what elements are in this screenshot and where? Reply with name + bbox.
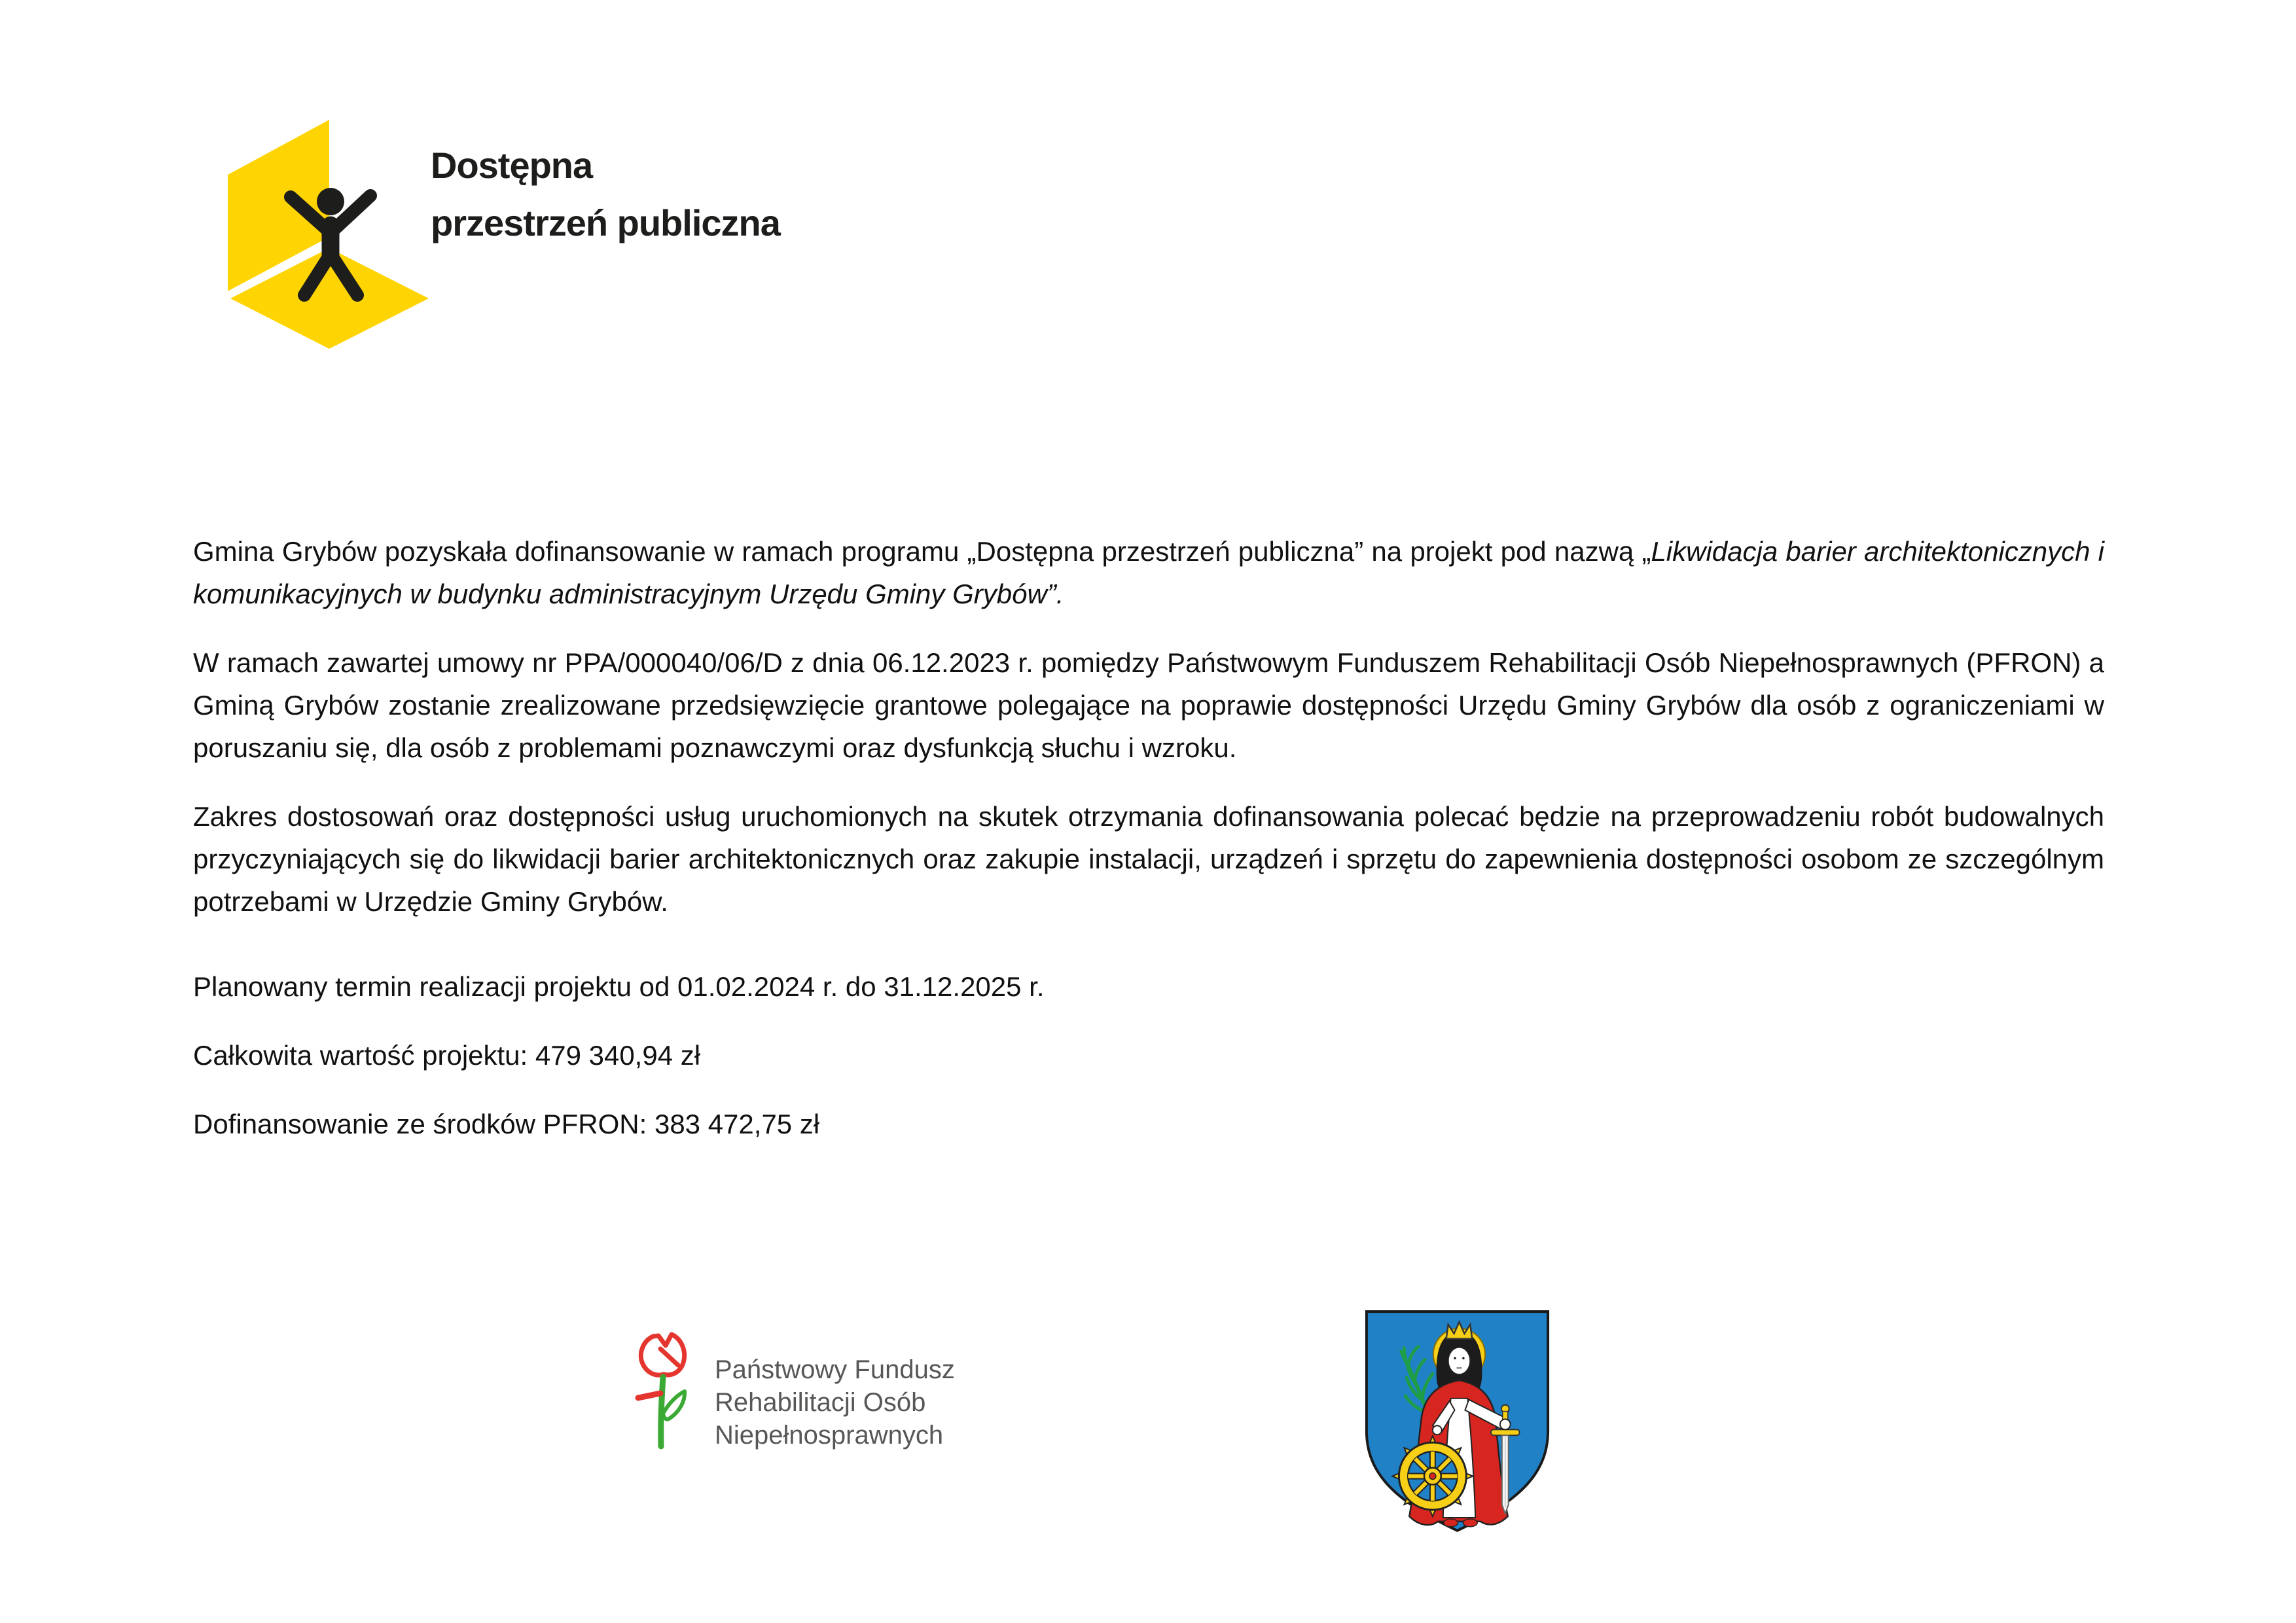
- face: [1448, 1347, 1471, 1375]
- pfron-name: [715, 1353, 955, 1452]
- dpp-program-logo: [226, 118, 430, 351]
- line-pfron-funding: Dofinansowanie ze środków PFRON: 383 472,75 zł: [193, 1109, 820, 1139]
- pfron-name-line3: Niepełnosprawnych: [715, 1421, 944, 1450]
- left-hand: [1433, 1425, 1442, 1435]
- tulip-leaf: [663, 1391, 685, 1419]
- dpp-title-line1: Dostępna: [431, 145, 593, 186]
- tulip-flower: [641, 1334, 684, 1375]
- paragraph-agreement: W ramach zawartej umowy nr PPA/000040/06/D z dnia 06.12.2023 r. pomiędzy Państwowym Funduszem Rehabilitacji Osób Niepełnosprawnych (PFRON) a Gminą Grybów zostanie zrealizowane przedsięwzięcie grantowe polegające na poprawie dostępności Urzędu Gminy Grybów dla osób z ograniczeniami w poruszaniu się, dla osób z problemami poznawczymi oraz dysfunkcją słuchu i wzroku.: [193, 647, 2104, 763]
- paragraph-intro: [193, 530, 2104, 615]
- catherine-wheel: [1393, 1436, 1473, 1516]
- dpp-title-line2: przestrzeń publiczna: [431, 202, 780, 243]
- dpp-program-title: [431, 137, 780, 252]
- tulip-bar: [638, 1393, 660, 1398]
- pfron-name-line1: Państwowy Fundusz: [715, 1355, 955, 1384]
- pfron-name-line2: Rehabilitacji Osób: [715, 1388, 926, 1417]
- paragraph-intro-normal: Gmina Grybów pozyskała dofinansowanie w ramach programu „Dostępna przestrzeń publiczna” na projekt pod nazwą „: [193, 536, 1651, 567]
- paragraph-scope: Zakres dostosowań oraz dostępności usług uruchomionych na skutek otrzymania dofinansowania polecać będzie na przeprowadzeniu robót budowalnych przyczyniających się do likwidacji barier architektonicznych oraz zakupie instalacji, urządzeń i sprzętu do zapewnienia dostępności osobom ze szczególnym potrzebami w Urzędzie Gminy Grybów.: [193, 801, 2104, 917]
- dpp-logo-graphic: [226, 118, 430, 351]
- tulip-icon: [635, 1329, 691, 1453]
- paragraph-intro-italic: Likwidacja barier architektonicznych i komunikacyjnych w budynku administracyjnym Urzędu Gminy Grybów”.: [193, 536, 2104, 609]
- line-project-timeline: Planowany termin realizacji projektu od 01.02.2024 r. do 31.12.2025 r.: [193, 971, 1045, 1002]
- grybow-coat-of-arms-icon: [1360, 1302, 1554, 1536]
- tulip-petal-line: [660, 1349, 678, 1365]
- right-hand: [1500, 1419, 1511, 1430]
- line-total-value: Całkowita wartość projektu: 479 340,94 zł: [193, 1040, 701, 1071]
- document-body: [193, 530, 2104, 1171]
